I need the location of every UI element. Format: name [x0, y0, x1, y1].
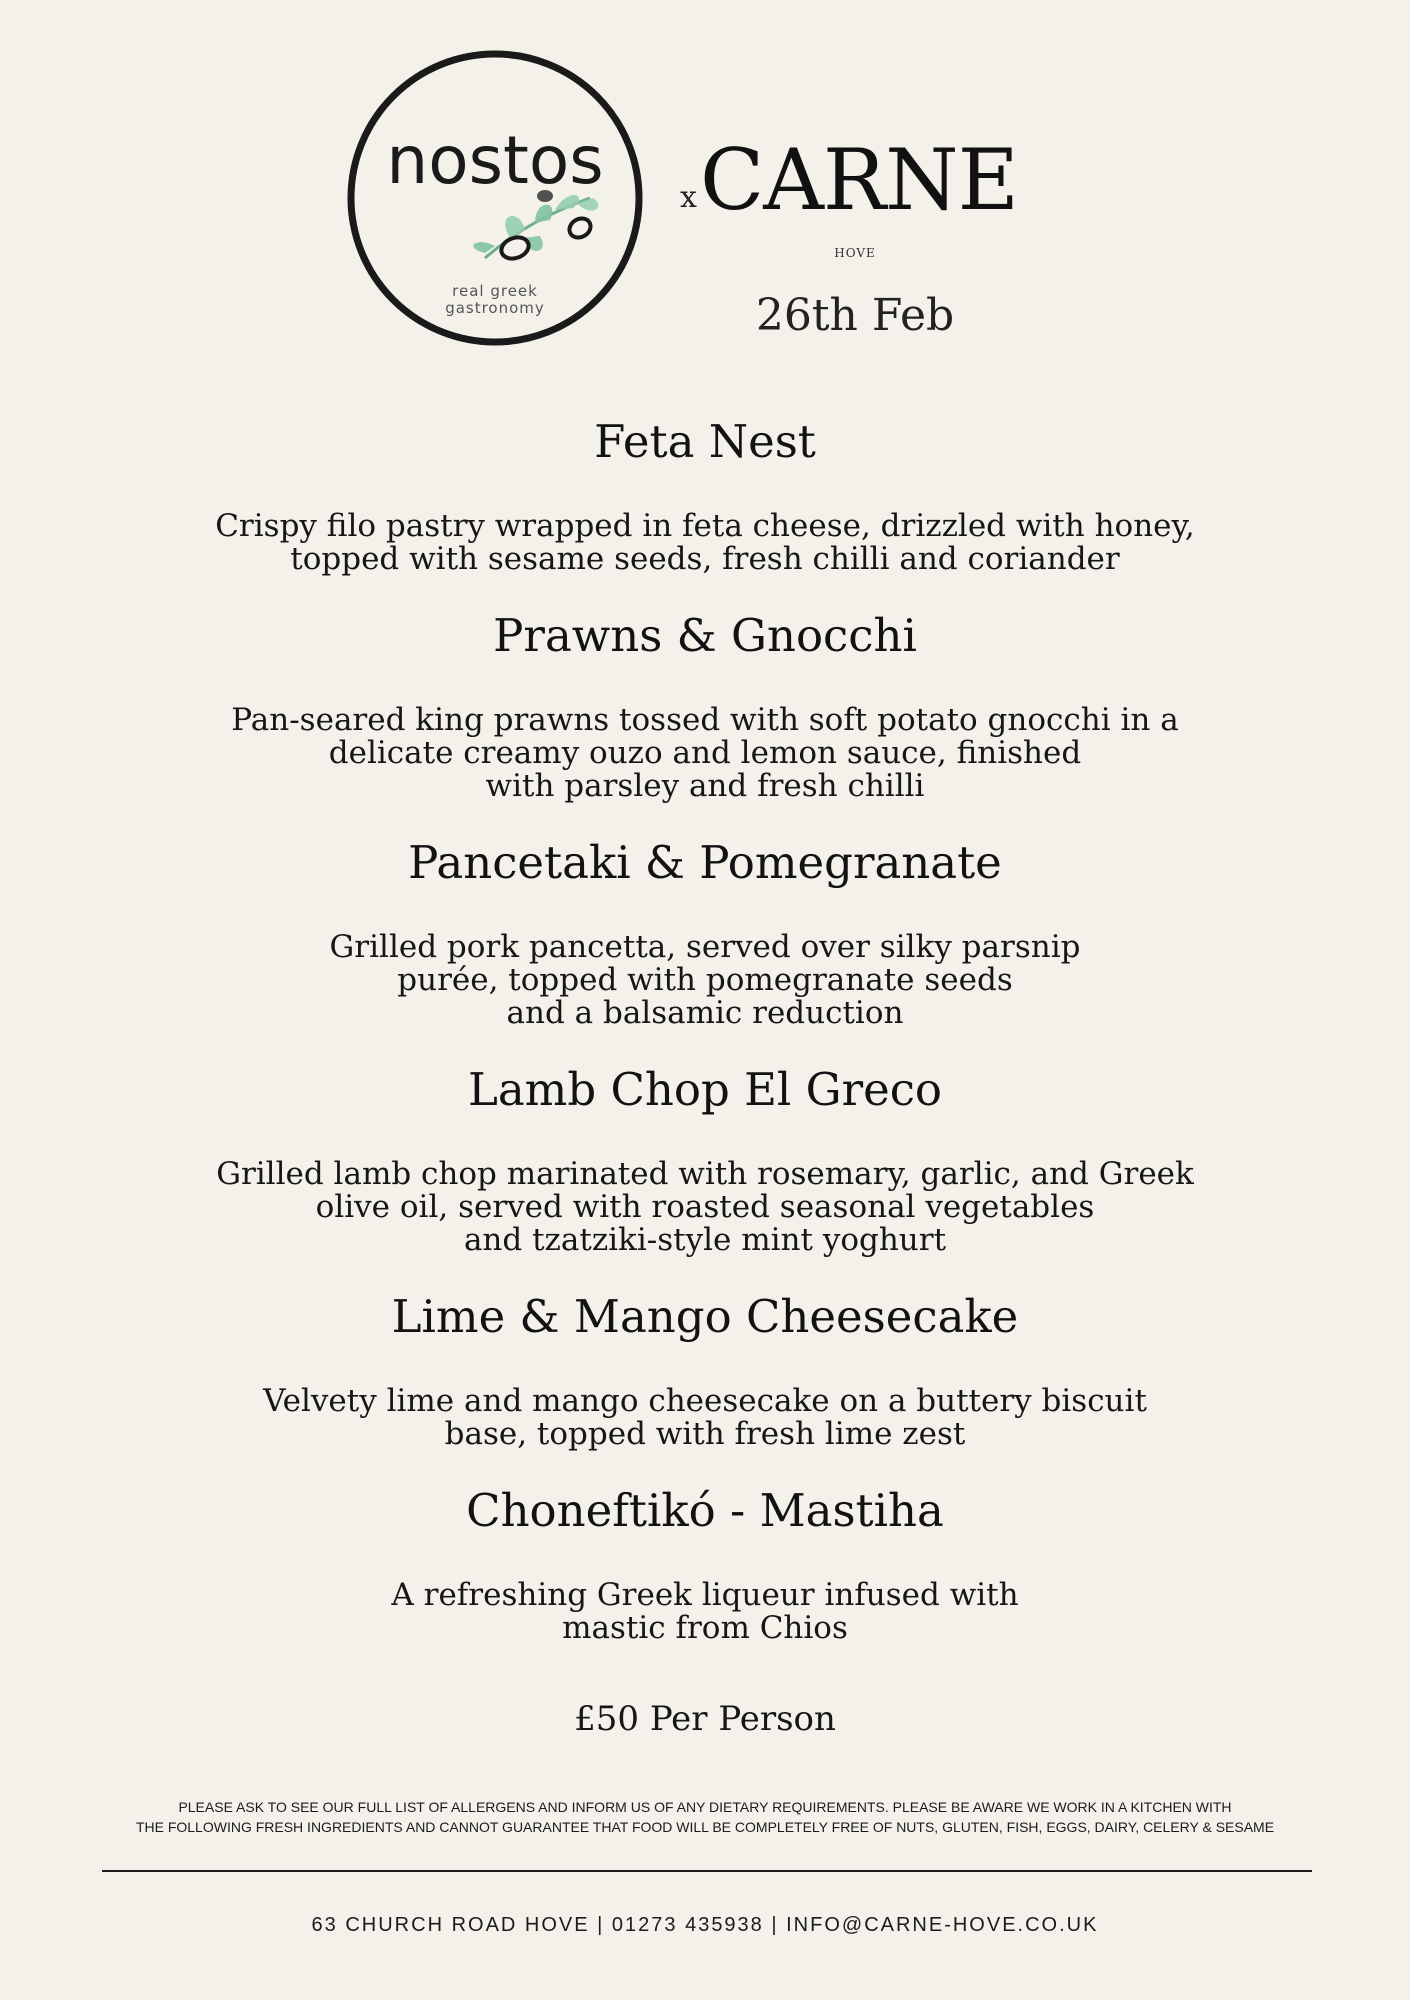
menu-header — [0, 0, 1410, 380]
course-description: Grilled pork pancetta, served over silky parsnip purée, topped with pomegranate seeds and a balsamic reduction — [329, 929, 1081, 1031]
course-title: Feta Nest — [594, 415, 816, 468]
course-title: Choneftikó - Mastiha — [466, 1484, 944, 1537]
course-description: Velvety lime and mango cheesecake on a buttery biscuit base, topped with fresh lime zest — [263, 1383, 1147, 1452]
footer-divider — [102, 1870, 1312, 1872]
carne-logo-wordmark: CARNE — [700, 131, 1018, 229]
course-description: A refreshing Greek liqueur infused with mastic from Chios — [391, 1577, 1019, 1646]
nostos-logo — [345, 48, 645, 348]
menu-course — [80, 1287, 1330, 1451]
course-description: Pan-seared king prawns tossed with soft potato gnocchi in a delicate creamy ouzo and lemon sauce, finished with parsley and fresh chilli — [231, 702, 1179, 804]
event-date: 26th Feb — [755, 290, 955, 341]
carne-logo-location: HOVE — [834, 246, 876, 260]
nostos-tagline-line-2: gastronomy — [445, 299, 545, 317]
course-description: Crispy filo pastry wrapped in feta cheese, drizzled with honey, topped with sesame seeds, fresh chilli and coriander — [215, 508, 1195, 577]
nostos-wordmark: nostos — [386, 122, 604, 199]
menu-course — [80, 1060, 1330, 1257]
tasting-menu — [80, 412, 1330, 1739]
allergen-notice: PLEASE ASK TO SEE OUR FULL LIST OF ALLERGENS AND INFORM US OF ANY DIETARY REQUIREMENTS. PLEASE BE AWARE WE WORK IN A KITCHEN WITH THE FOLLOWING FRESH INGREDIENTS AND CANNOT GUARANTEE THAT FOOD WILL BE COMPLETELY FREE OF NUTS, GLUTEN, FISH, EGGS, DAIRY, CELERY & SESAME — [135, 1799, 1275, 1835]
menu-course — [80, 1481, 1330, 1645]
menu-course — [80, 412, 1330, 576]
course-title: Lamb Chop El Greco — [467, 1063, 943, 1116]
course-title: Lime & Mango Cheesecake — [391, 1290, 1019, 1343]
contact-details: 63 CHURCH ROAD HOVE | 01273 435938 | INFO@CARNE-HOVE.CO.UK — [311, 1914, 1099, 1936]
menu-course — [80, 833, 1330, 1030]
course-title: Pancetaki & Pomegranate — [408, 836, 1002, 889]
collaboration-separator: x — [680, 180, 697, 215]
price-per-person: £50 Per Person — [574, 1699, 836, 1739]
course-title: Prawns & Gnocchi — [493, 609, 917, 662]
course-description: Grilled lamb chop marinated with rosemary, garlic, and Greek olive oil, served with roasted seasonal vegetables and tzatziki-style mint yoghurt — [216, 1156, 1194, 1258]
nostos-tagline-line-1: real greek — [452, 282, 538, 300]
menu-course — [80, 606, 1330, 803]
olive-branch-icon — [473, 190, 598, 262]
